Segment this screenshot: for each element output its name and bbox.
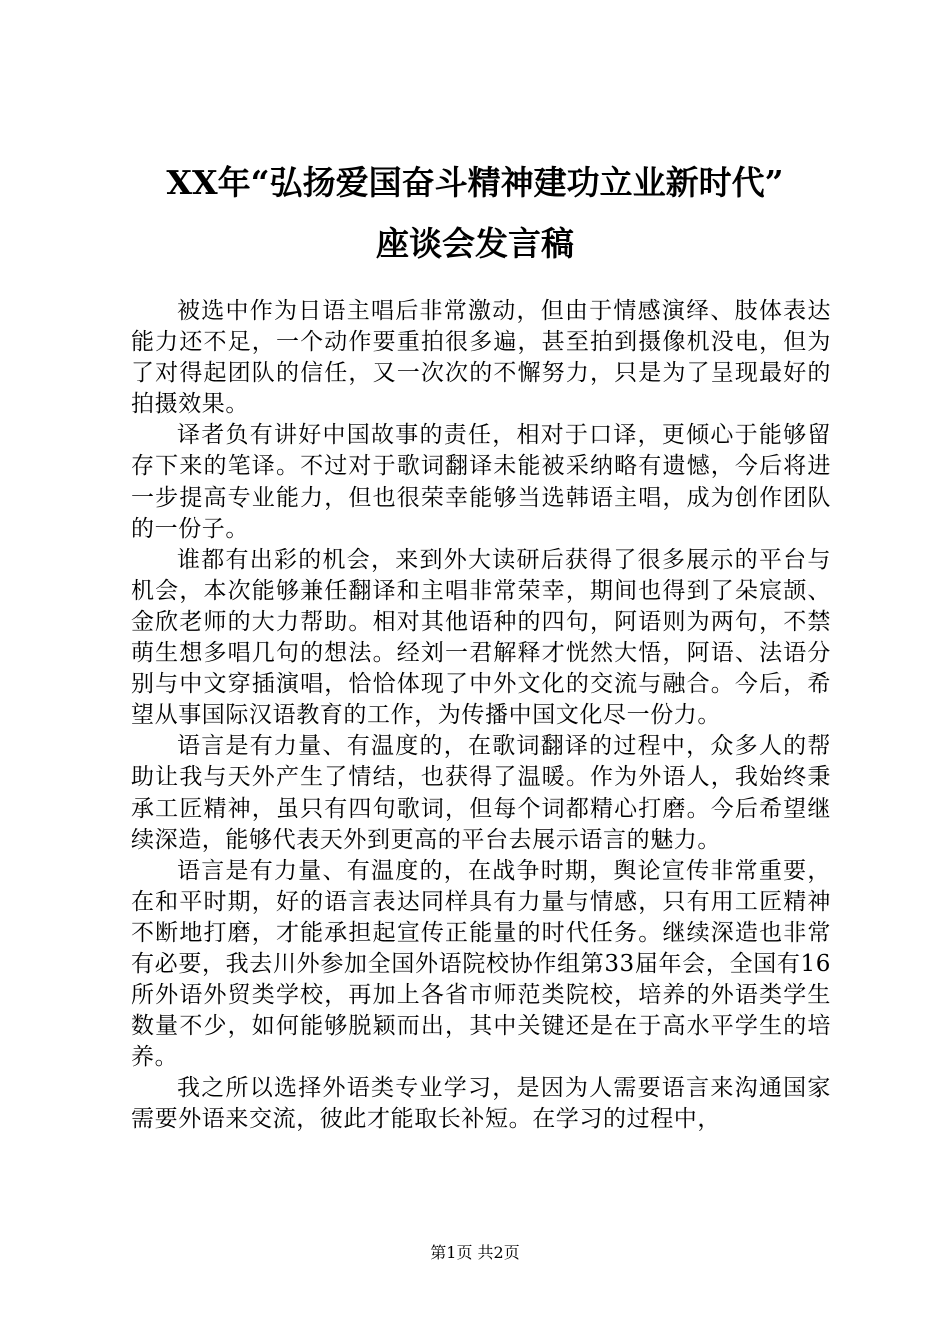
paragraph: 我之所以选择外语类专业学习，是因为人需要语言来沟通国家需要外语来交流，彼此才能取长补短。在学习的过程中， [131,1075,831,1133]
paragraph: 被选中作为日语主唱后非常激动，但由于情感演绎、肢体表达能力还不足，一个动作要重拍很多遍，甚至拍到摄像机没电，但为了对得起团队的信任，又一次次的不懈努力，只是为了呈现最好的拍摄效果。 [131,298,831,418]
paragraph: 译者负有讲好中国故事的责任，相对于口译，更倾心于能够留存下来的笔译。不过对于歌词翻译未能被采纳略有遗憾，今后将进一步提高专业能力，但也很荣幸能够当选韩语主唱，成为创作团队的一份子。 [131,422,831,542]
paragraph: 谁都有出彩的机会，来到外大读研后获得了很多展示的平台与机会，本次能够兼任翻译和主唱非常荣幸，期间也得到了朵宸颉、金欣老师的大力帮助。相对其他语种的四句，阿语则为两句，不禁萌生想多唱几句的想法。经刘一君解释才恍然大悟，阿语、法语分别与中文穿插演唱，恰恰体现了中外文化的交流与融合。今后，希望从事国际汉语教育的工作，为传播中国文化尽一份力。 [131,546,831,729]
document-title-line-2: 座谈会发言稿 [376,224,574,263]
document-body [131,296,831,1136]
page-footer: 第1页 共2页 [430,1243,520,1262]
paragraph: 语言是有力量、有温度的，在战争时期，舆论宣传非常重要，在和平时期，好的语言表达同样具有力量与情感，只有用工匠精神不断地打磨，才能承担起宣传正能量的时代任务。继续深造也非常有必要，我去川外参加全国外语院校协作组第33届年会，全国有16所外语外贸类学校，再加上各省市师范类院校，培养的外语类学生数量不少，如何能够脱颖而出，其中关键还是在于高水平学生的培养。 [131,857,831,1071]
document-title-line-1: XX年“弘扬爱国奋斗精神建功立业新时代” [166,163,784,202]
paragraph: 语言是有力量、有温度的，在歌词翻译的过程中，众多人的帮助让我与天外产生了情结，也获得了温暖。作为外语人，我始终秉承工匠精神，虽只有四句歌词，但每个词都精心打磨。今后希望继续深造，能够代表天外到更高的平台去展示语言的魅力。 [131,733,831,853]
